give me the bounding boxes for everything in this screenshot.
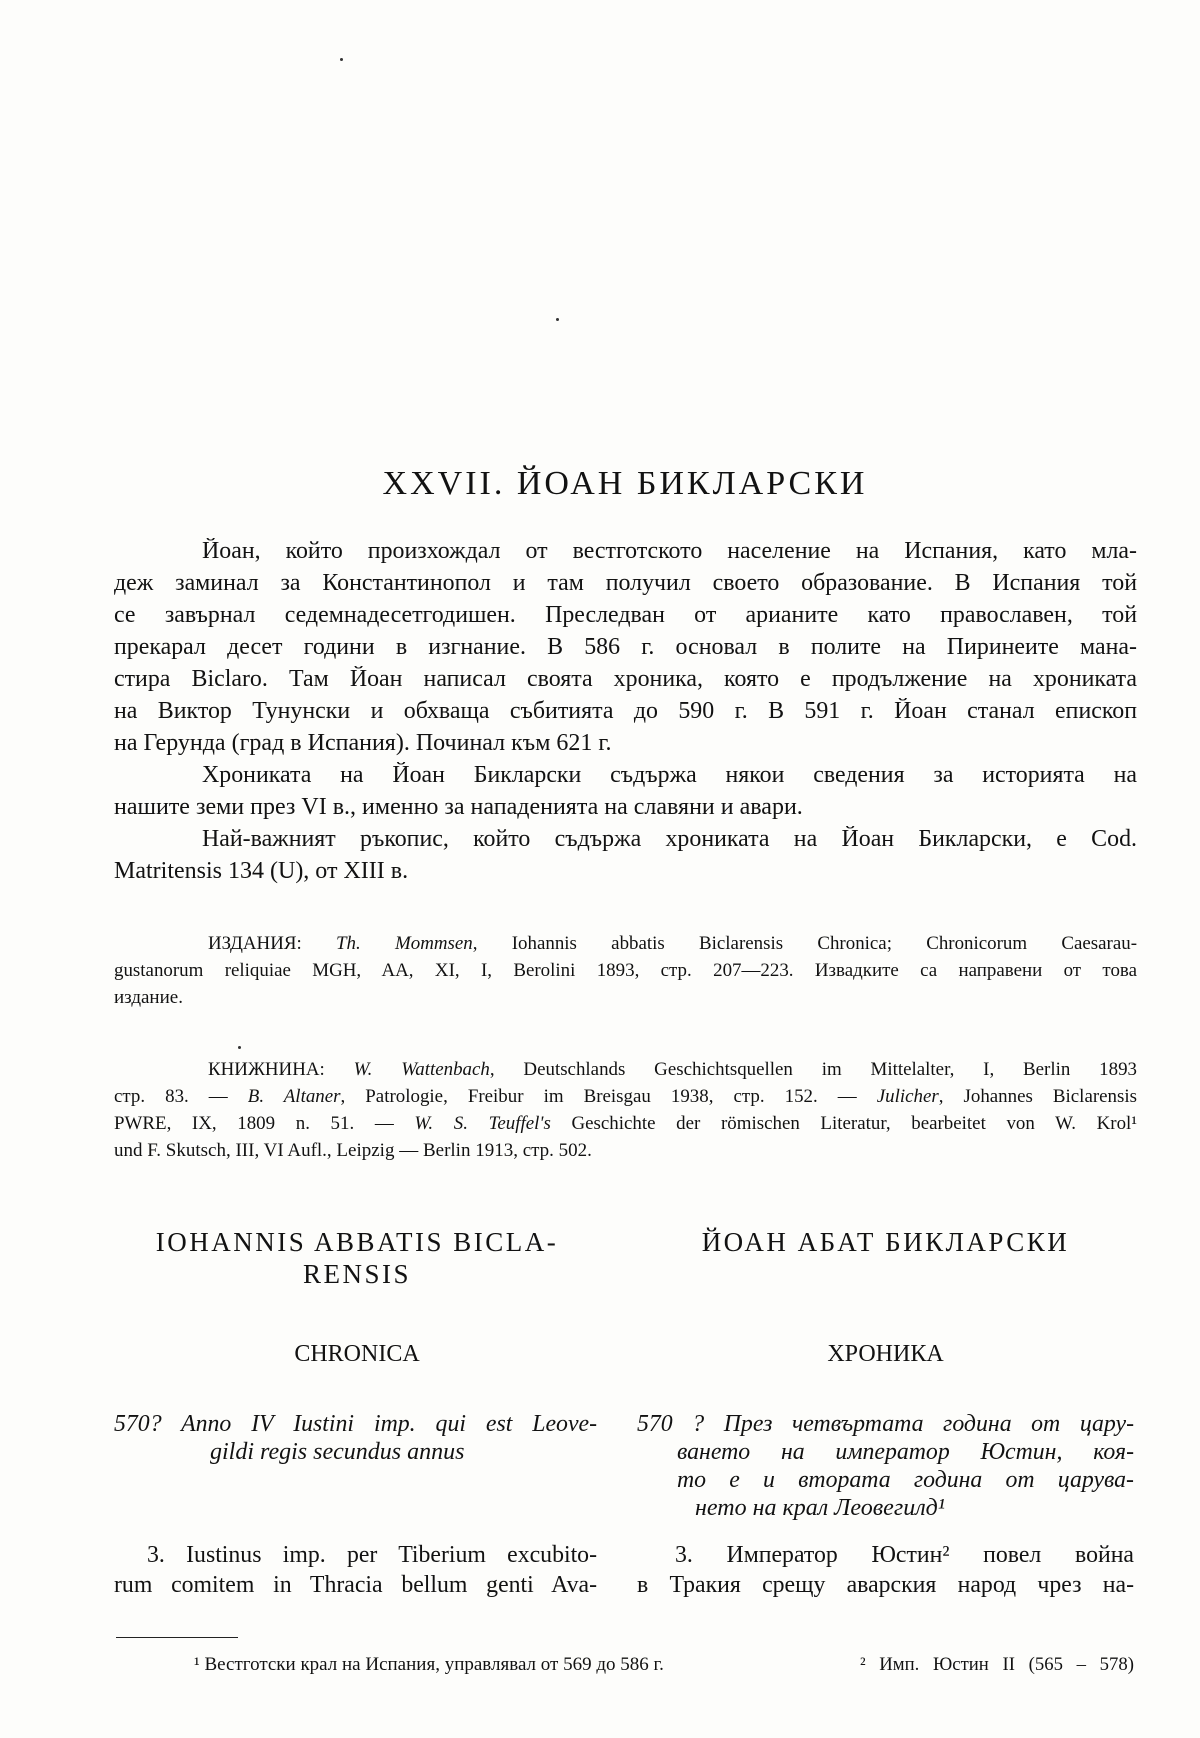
- text-segment: Йоан, който произхождал от вестготското население на Испания, като мла-: [202, 538, 1137, 564]
- latin-paragraph-line: [147, 1540, 597, 1570]
- text-segment: деж заминал за Константинопол и там получил своето образование. В Испания той: [114, 570, 1137, 596]
- editions-note-line: [114, 984, 414, 1011]
- text-segment: CHRONICA: [294, 1341, 420, 1367]
- italic-text-segment: Julicher: [876, 1086, 939, 1107]
- text-segment: gustanorum reliquiae MGH, AA, XI, I, Berolini 1893, стр. 207—223. Извадките са направени от това: [114, 960, 1137, 981]
- literature-note-line: [114, 1137, 1137, 1164]
- bulgarian-entry-line: [637, 1410, 1134, 1438]
- intro-paragraph-line: [114, 663, 1137, 695]
- literature-note-line: [114, 1083, 1137, 1110]
- text-segment: издание.: [114, 987, 183, 1008]
- editions-note-line: [208, 930, 1137, 957]
- editions-note-line: [114, 957, 1137, 984]
- text-segment: IOHANNIS ABBATIS BICLA-: [155, 1227, 559, 1257]
- text-segment: 3. Iustinus imp. per Tiberium excubito-: [147, 1542, 597, 1568]
- text-segment: стр. 83. —: [114, 1086, 248, 1107]
- latin-heading-line: [114, 1226, 600, 1258]
- latin-heading-line: [114, 1258, 600, 1290]
- latin-subtitle-line: [114, 1338, 600, 1370]
- text-segment: , Deutschlands Geschichtsquellen im Mittelalter, I, Berlin 1893: [489, 1059, 1137, 1080]
- italic-text-segment: то е и втората година от царува-: [677, 1467, 1134, 1493]
- text-segment: стира Biclaro. Там Йоан написал своята хроника, която е продължение на хрониката: [114, 666, 1137, 692]
- scan-speck: [340, 58, 343, 61]
- bulgarian-paragraph-line: [637, 1570, 1134, 1600]
- text-segment: rum comitem in Thracia bellum genti Ava-: [114, 1572, 597, 1598]
- footnote-divider: [116, 1637, 238, 1638]
- intro-paragraph-line: [202, 535, 1137, 567]
- scan-speck: [556, 318, 559, 321]
- bulgarian-heading-line: [637, 1226, 1134, 1258]
- text-segment: на Виктор Тунунски и обхваща събитията до 590 г. В 591 г. Йоан станал епископ: [114, 698, 1137, 724]
- text-segment: ² Имп. Юстин II (565 – 578): [860, 1654, 1134, 1675]
- italic-text-segment: gildi regis secundus annus: [210, 1439, 465, 1465]
- bulgarian-subtitle-line: [637, 1338, 1134, 1370]
- footnote-1-line: [194, 1652, 814, 1678]
- intro-paragraph-line: [114, 727, 1137, 759]
- text-segment: Най-важният ръкопис, който съдържа хрониката на Йоан Бикларски, е Cod.: [202, 826, 1137, 852]
- text-segment: в Тракия срещу аварския народ чрез на-: [637, 1572, 1134, 1598]
- latin-entry-line: [210, 1438, 590, 1466]
- latin-entry-line: [114, 1410, 597, 1438]
- text-segment: , Johannes Biclarensis: [938, 1086, 1137, 1107]
- italic-text-segment: 570 ? През четвъртата година от цару-: [637, 1411, 1134, 1437]
- bulgarian-entry-line: [677, 1466, 1134, 1494]
- latin-paragraph-line: [114, 1570, 597, 1600]
- italic-text-segment: W. Wattenbach: [353, 1059, 490, 1080]
- italic-text-segment: ването на император Юстин, коя-: [677, 1439, 1134, 1465]
- text-segment: на Герунда (град в Испания). Починал към 621 г.: [114, 730, 612, 756]
- literature-note-line: [114, 1110, 1137, 1137]
- text-segment: ¹ Вестготски крал на Испания, управлявал от 569 до 586 г.: [194, 1654, 664, 1675]
- intro-paragraph-line: [114, 791, 1137, 823]
- italic-text-segment: W. S. Teuffel's: [414, 1113, 551, 1134]
- text-segment: Хрониката на Йоан Бикларски съдържа някои сведения за историята на: [202, 762, 1137, 788]
- title-text: XXVII. ЙОАН БИКЛАРСКИ: [382, 465, 868, 502]
- text-segment: ЙОАН АБАТ БИКЛАРСКИ: [701, 1227, 1070, 1257]
- text-segment: und F. Skutsch, III, VI Aufl., Leipzig — Berlin 1913, стр. 502.: [114, 1140, 592, 1161]
- intro-paragraph-line: [114, 855, 1137, 887]
- intro-paragraph-line: [114, 599, 1137, 631]
- text-segment: ХРОНИКА: [827, 1341, 944, 1367]
- intro-paragraph-line: [202, 759, 1137, 791]
- text-segment: КНИЖНИНА:: [208, 1059, 354, 1080]
- italic-text-segment: 570? Anno IV Iustini imp. qui est Leove-: [114, 1411, 597, 1437]
- page-title-line: [300, 462, 950, 506]
- intro-paragraph-line: [114, 567, 1137, 599]
- text-segment: 3. Император Юстин² повел война: [675, 1542, 1134, 1568]
- text-segment: RENSIS: [302, 1259, 412, 1289]
- text-segment: нашите земи през VI в., именно за нападенията на славяни и авари.: [114, 794, 803, 820]
- text-segment: , Patrologie, Freibur im Breisgau 1938, стр. 152. —: [340, 1086, 877, 1107]
- literature-note-line: [208, 1056, 1137, 1083]
- intro-paragraph-line: [114, 631, 1137, 663]
- text-segment: , Iohannis abbatis Biclarensis Chronica; Chronicorum Caesarau-: [472, 933, 1137, 954]
- text-segment: PWRE, IX, 1809 n. 51. —: [114, 1113, 415, 1134]
- text-segment: Geschichte der römischen Literatur, bearbeitet von W. Krol¹: [550, 1113, 1137, 1134]
- intro-paragraph-line: [202, 823, 1137, 855]
- text-segment: ИЗДАНИЯ:: [208, 933, 337, 954]
- bulgarian-entry-line: [695, 1494, 1115, 1522]
- bulgarian-entry-line: [677, 1438, 1134, 1466]
- footnote-2-line: [860, 1652, 1134, 1678]
- scan-speck: [238, 1046, 241, 1049]
- italic-text-segment: нето на крал Леовегилд¹: [695, 1495, 945, 1521]
- bulgarian-paragraph-line: [675, 1540, 1134, 1570]
- italic-text-segment: B. Altaner: [247, 1086, 341, 1107]
- text-segment: се завърнал седемнадесетгодишен. Преследван от арианите като православен, той: [114, 602, 1137, 628]
- intro-paragraph-line: [114, 695, 1137, 727]
- text-segment: прекарал десет години в изгнание. В 586 г. основал в полите на Пиринеите мана-: [114, 634, 1137, 660]
- text-segment: Matritensis 134 (U), от XIII в.: [114, 858, 409, 884]
- italic-text-segment: Th. Mommsen: [336, 933, 473, 954]
